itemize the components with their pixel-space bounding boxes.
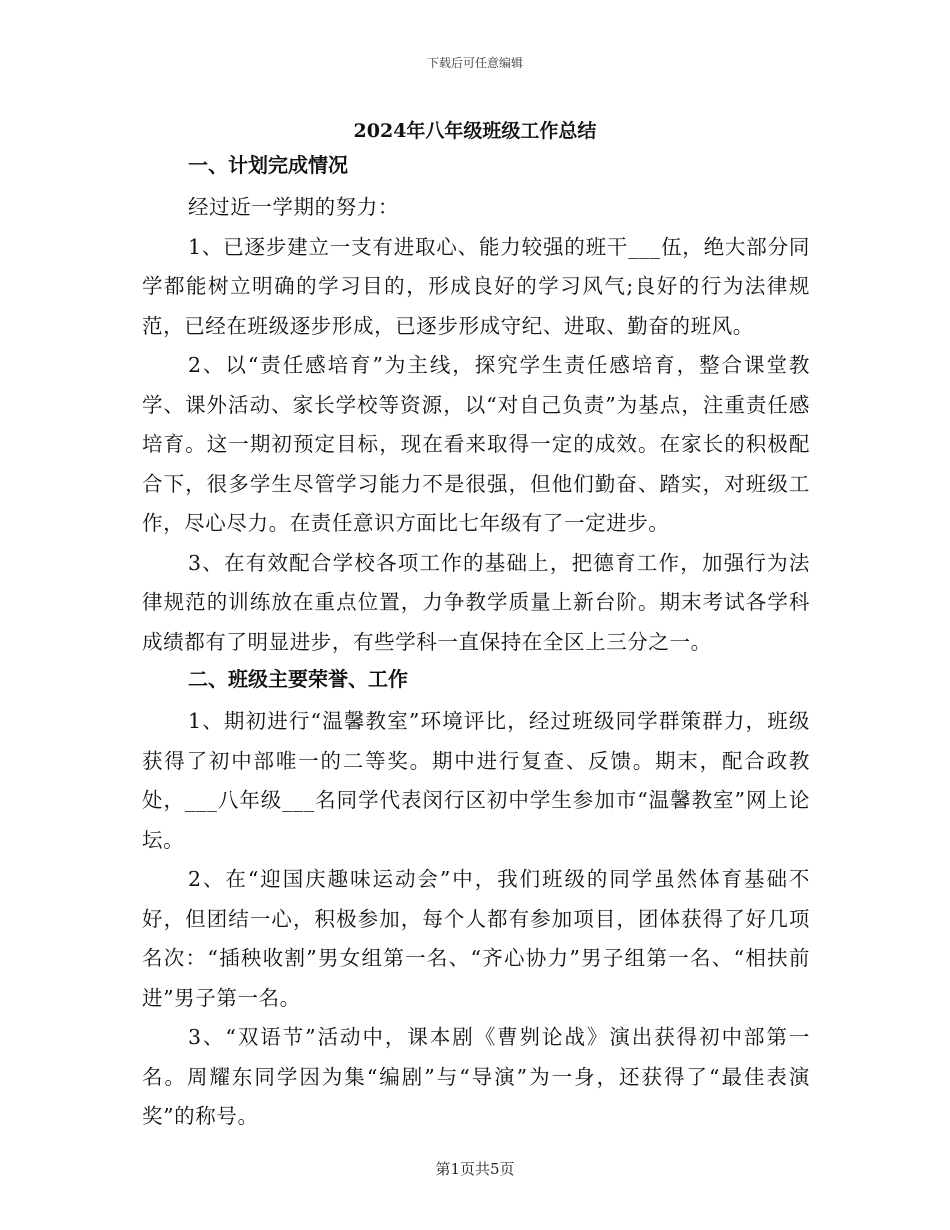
page-footer: 第1页共5页: [435, 1160, 515, 1178]
document-title: 2024年八年级班级工作总结: [353, 120, 597, 142]
paragraph: 3、“双语节”活动中，课本剧《曹刿论战》演出获得初中部第一名。周耀东同学因为集“编剧”与“导演”为一身，还获得了“最佳表演奖”的称号。: [142, 1025, 810, 1128]
paragraph: 1、期初进行“温馨教室”环境评比，经过班级同学群策群力，班级获得了初中部唯一的二等奖。期中进行复查、反馈。期末，配合政教处，___八年级___名同学代表闵行区初中学生参加市“温馨教室”网上论坛。: [142, 709, 810, 852]
paragraph: 3、在有效配合学校各项工作的基础上，把德育工作，加强行为法律规范的训练放在重点位置，力争教学质量上新台阶。期末考试各学科成绩都有了明显进步，有些学科一直保持在全区上三分之一。: [142, 550, 810, 654]
section-heading-plan: 一、计划完成情况: [188, 153, 348, 177]
section-heading-honors: 二、班级主要荣誉、工作: [188, 667, 408, 691]
paragraph: 2、以“责任感培育”为主线，探究学生责任感培育，整合课堂教学、课外活动、家长学校等资源，以“对自己负责”为基点，注重责任感培育。这一期初预定目标，现在看来取得一定的成效。在家长的积极配合下，很多学生尽管学习能力不是很强，但他们勤奋、踏实，对班级工作，尽心尽力。在责任意识方面比七年级有了一定进步。: [142, 353, 810, 535]
document-body: [142, 150, 810, 1137]
paragraph: 2、在“迎国庆趣味运动会”中，我们班级的同学虽然体育基础不好，但团结一心，积极参加，每个人都有参加项目，团体获得了好几项名次：“插秧收割”男女组第一名、“齐心协力”男子组第一名、“相扶前进”男子第一名。: [142, 867, 810, 1010]
paragraph: 经过近一学期的努力：: [188, 195, 399, 219]
page-header: 下载后可任意编辑: [426, 56, 523, 70]
paragraph: 1、已逐步建立一支有进取心、能力较强的班干___伍，绝大部分同学都能树立明确的学习目的，形成良好的学习风气;良好的行为法律规范，已经在班级逐步形成，已逐步形成守纪、进取、勤奋的班风。: [142, 234, 810, 338]
